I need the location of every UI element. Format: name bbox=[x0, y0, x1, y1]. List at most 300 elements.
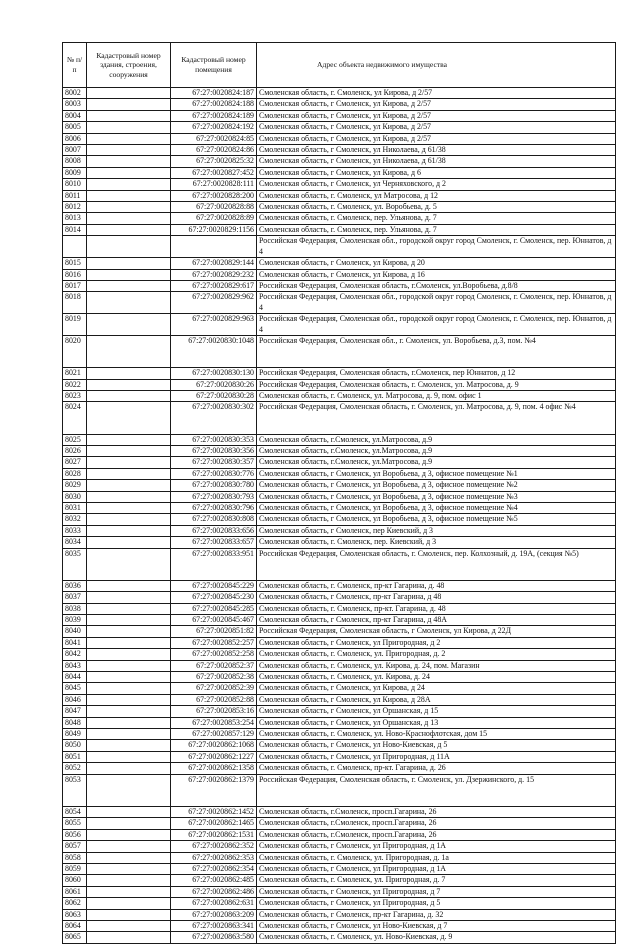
building-cadastral-cell bbox=[87, 717, 171, 728]
address-cell: Российская Федерация, Смоленская область, г.Смоленск, пер Юннатов, д 12 bbox=[257, 368, 616, 379]
table-row bbox=[63, 525, 616, 536]
building-cadastral-cell bbox=[87, 445, 171, 456]
address-cell: Смоленская область, г Смоленск, ул Оршанская, д 15 bbox=[257, 706, 616, 717]
table-row bbox=[63, 213, 616, 224]
building-cadastral-cell bbox=[87, 480, 171, 491]
row-number: 8057 bbox=[63, 841, 87, 852]
building-cadastral-cell bbox=[87, 314, 171, 336]
row-number: 8018 bbox=[63, 292, 87, 314]
premises-cadastral-cell: 67:27:0020852:88 bbox=[171, 694, 257, 705]
building-cadastral-cell bbox=[87, 637, 171, 648]
building-cadastral-cell bbox=[87, 763, 171, 774]
row-number: 8021 bbox=[63, 368, 87, 379]
building-cadastral-cell bbox=[87, 402, 171, 434]
building-cadastral-cell bbox=[87, 774, 171, 806]
row-number: 8039 bbox=[63, 615, 87, 626]
row-number: 8033 bbox=[63, 525, 87, 536]
table-row bbox=[63, 190, 616, 201]
building-cadastral-cell bbox=[87, 806, 171, 817]
address-cell: Смоленская область, г Смоленск, ул Воробьева, д 3, офисное помещение №2 bbox=[257, 480, 616, 491]
address-cell: Российская Федерация, Смоленская обл., городской округ город Смоленск, г. Смоленск, пер. Юннатов, д 4 bbox=[257, 292, 616, 314]
premises-cadastral-cell: 67:27:0020862:1531 bbox=[171, 829, 257, 840]
table-row bbox=[63, 514, 616, 525]
table-row bbox=[63, 390, 616, 401]
table-row bbox=[63, 763, 616, 774]
premises-cadastral-cell: 67:27:0020830:796 bbox=[171, 502, 257, 513]
building-cadastral-cell bbox=[87, 335, 171, 367]
table-row bbox=[63, 167, 616, 178]
table-row bbox=[63, 434, 616, 445]
address-cell: Смоленская область, г Смоленск, ул Кирова, д 20 bbox=[257, 258, 616, 269]
premises-cadastral-cell: 67:27:0020845:467 bbox=[171, 615, 257, 626]
table-row bbox=[63, 592, 616, 603]
building-cadastral-cell bbox=[87, 818, 171, 829]
address-cell: Смоленская область, г Смоленск, ул Воробьева, д 3, офисное помещение №5 bbox=[257, 514, 616, 525]
building-cadastral-cell bbox=[87, 258, 171, 269]
row-number: 8026 bbox=[63, 445, 87, 456]
row-number: 8049 bbox=[63, 729, 87, 740]
premises-cadastral-cell: 67:27:0020852:38 bbox=[171, 672, 257, 683]
address-cell: Смоленская область, г.Смоленск, просп.Гагарина, 26 bbox=[257, 818, 616, 829]
table-row bbox=[63, 829, 616, 840]
row-number: 8010 bbox=[63, 179, 87, 190]
table-row bbox=[63, 491, 616, 502]
building-cadastral-cell bbox=[87, 133, 171, 144]
row-number: 8006 bbox=[63, 133, 87, 144]
table-row bbox=[63, 806, 616, 817]
building-cadastral-cell bbox=[87, 434, 171, 445]
address-cell: Смоленская область, г Смоленск, ул Воробьева, д 3, офисное помещение №1 bbox=[257, 468, 616, 479]
building-cadastral-cell bbox=[87, 145, 171, 156]
premises-cadastral-cell: 67:27:0020829:1156 bbox=[171, 224, 257, 235]
table-row bbox=[63, 751, 616, 762]
premises-cadastral-cell: 67:27:0020830:808 bbox=[171, 514, 257, 525]
table-row bbox=[63, 637, 616, 648]
premises-cadastral-cell: 67:27:0020824:85 bbox=[171, 133, 257, 144]
building-cadastral-cell bbox=[87, 110, 171, 121]
address-cell: Смоленская область, г.Смоленск, ул.Матросова, д.9 bbox=[257, 445, 616, 456]
row-number: 8058 bbox=[63, 852, 87, 863]
row-number: 8051 bbox=[63, 751, 87, 762]
address-cell: Смоленская область, г. Смоленск, ул. Пригородная, д. 1а bbox=[257, 852, 616, 863]
table-row bbox=[63, 683, 616, 694]
premises-cadastral-cell: 67:27:0020862:1358 bbox=[171, 763, 257, 774]
building-cadastral-cell bbox=[87, 909, 171, 920]
premises-cadastral-cell: 67:27:0020852:257 bbox=[171, 637, 257, 648]
table-header-row bbox=[63, 43, 616, 88]
header-premises-cadastral: Кадастровый номер помещения bbox=[171, 43, 257, 88]
building-cadastral-cell bbox=[87, 390, 171, 401]
premises-cadastral-cell: 67:27:0020830:780 bbox=[171, 480, 257, 491]
row-number: 8017 bbox=[63, 280, 87, 291]
building-cadastral-cell bbox=[87, 626, 171, 637]
address-cell: Смоленская область, г Смоленск, ул Пригородная, д 5 bbox=[257, 898, 616, 909]
row-number: 8037 bbox=[63, 592, 87, 603]
table-row bbox=[63, 88, 616, 99]
address-cell: Смоленская область, г Смоленск, ул Кирова, д 2/57 bbox=[257, 133, 616, 144]
address-cell: Смоленская область, г. Смоленск, ул. Матросова, д. 9, пом. офис 1 bbox=[257, 390, 616, 401]
table-row bbox=[63, 179, 616, 190]
row-number: 8023 bbox=[63, 390, 87, 401]
address-cell: Смоленская область, г. Смоленск, ул. Кирова, д. 24 bbox=[257, 672, 616, 683]
row-number: 8025 bbox=[63, 434, 87, 445]
row-number: 8032 bbox=[63, 514, 87, 525]
address-cell: Смоленская область, г. Смоленск, пер. Киевский, д 3 bbox=[257, 537, 616, 548]
building-cadastral-cell bbox=[87, 88, 171, 99]
row-number: 8013 bbox=[63, 213, 87, 224]
premises-cadastral-cell: 67:27:0020862:1465 bbox=[171, 818, 257, 829]
premises-cadastral-cell: 67:27:0020824:189 bbox=[171, 110, 257, 121]
row-number: 8056 bbox=[63, 829, 87, 840]
table-row bbox=[63, 580, 616, 591]
building-cadastral-cell bbox=[87, 852, 171, 863]
premises-cadastral-cell: 67:27:0020829:963 bbox=[171, 314, 257, 336]
premises-cadastral-cell: 67:27:0020853:254 bbox=[171, 717, 257, 728]
row-number: 8020 bbox=[63, 335, 87, 367]
address-cell: Смоленская область, г Смоленск, ул Кирова, д 28А bbox=[257, 694, 616, 705]
row-number: 8012 bbox=[63, 202, 87, 213]
table-row bbox=[63, 740, 616, 751]
premises-cadastral-cell: 67:27:0020852:258 bbox=[171, 649, 257, 660]
premises-cadastral-cell bbox=[171, 236, 257, 258]
row-number bbox=[63, 236, 87, 258]
row-number: 8016 bbox=[63, 269, 87, 280]
table-row bbox=[63, 335, 616, 367]
building-cadastral-cell bbox=[87, 368, 171, 379]
address-cell: Смоленская область, г. Смоленск, пер. Ульянова, д. 7 bbox=[257, 224, 616, 235]
address-cell: Смоленская область, г. Смоленск, пр-кт. Гагарина, д. 48 bbox=[257, 603, 616, 614]
premises-cadastral-cell: 67:27:0020830:302 bbox=[171, 402, 257, 434]
building-cadastral-cell bbox=[87, 751, 171, 762]
row-number: 8024 bbox=[63, 402, 87, 434]
address-cell: Смоленская область, г Смоленск, ул Кирова, д 16 bbox=[257, 269, 616, 280]
address-cell: Смоленская область, г Смоленск, пр-кт Гагарина, д 48А bbox=[257, 615, 616, 626]
table-row bbox=[63, 502, 616, 513]
table-body bbox=[63, 88, 616, 944]
table-row bbox=[63, 717, 616, 728]
premises-cadastral-cell: 67:27:0020830:356 bbox=[171, 445, 257, 456]
row-number: 8061 bbox=[63, 886, 87, 897]
table-row bbox=[63, 145, 616, 156]
address-cell: Смоленская область, г Смоленск, ул Черняховского, д 2 bbox=[257, 179, 616, 190]
premises-cadastral-cell: 67:27:0020824:187 bbox=[171, 88, 257, 99]
table-row bbox=[63, 368, 616, 379]
table-row bbox=[63, 818, 616, 829]
building-cadastral-cell bbox=[87, 740, 171, 751]
table-row bbox=[63, 133, 616, 144]
table-row bbox=[63, 280, 616, 291]
table-row bbox=[63, 603, 616, 614]
premises-cadastral-cell: 67:27:0020830:130 bbox=[171, 368, 257, 379]
premises-cadastral-cell: 67:27:0020863:580 bbox=[171, 932, 257, 943]
table-row bbox=[63, 457, 616, 468]
row-number: 8046 bbox=[63, 694, 87, 705]
address-cell: Российская Федерация, Смоленская область, г. Смоленск, ул. Дзержинского, д. 15 bbox=[257, 774, 616, 806]
address-cell: Смоленская область, г Смоленск, ул Пригородная, д 1А bbox=[257, 841, 616, 852]
address-cell: Смоленская область, г Смоленск, пр-кт Гагарина, д. 32 bbox=[257, 909, 616, 920]
premises-cadastral-cell: 67:27:0020824:188 bbox=[171, 99, 257, 110]
address-cell: Смоленская область, г Смоленск, ул Ново-Киевская, д 5 bbox=[257, 740, 616, 751]
address-cell: Смоленская область, г.Смоленск, ул.Матросова, д.9 bbox=[257, 457, 616, 468]
table-row bbox=[63, 480, 616, 491]
row-number: 8034 bbox=[63, 537, 87, 548]
table-row bbox=[63, 875, 616, 886]
premises-cadastral-cell: 67:27:0020862:354 bbox=[171, 863, 257, 874]
row-number: 8055 bbox=[63, 818, 87, 829]
address-cell: Смоленская область, г Смоленск, ул Воробьева, д 3, офисное помещение №4 bbox=[257, 502, 616, 513]
premises-cadastral-cell: 67:27:0020830:1048 bbox=[171, 335, 257, 367]
building-cadastral-cell bbox=[87, 167, 171, 178]
premises-cadastral-cell: 67:27:0020845:229 bbox=[171, 580, 257, 591]
table-row bbox=[63, 379, 616, 390]
building-cadastral-cell bbox=[87, 863, 171, 874]
table-row bbox=[63, 269, 616, 280]
building-cadastral-cell bbox=[87, 841, 171, 852]
building-cadastral-cell bbox=[87, 525, 171, 536]
table-row bbox=[63, 729, 616, 740]
address-cell: Смоленская область, г.Смоленск, ул.Матросова, д.9 bbox=[257, 434, 616, 445]
premises-cadastral-cell: 67:27:0020862:485 bbox=[171, 875, 257, 886]
premises-cadastral-cell: 67:27:0020828:111 bbox=[171, 179, 257, 190]
building-cadastral-cell bbox=[87, 213, 171, 224]
address-cell: Российская Федерация, Смоленская обл., г. Смоленск, ул. Воробьева, д.3, пом. №4 bbox=[257, 335, 616, 367]
premises-cadastral-cell: 67:27:0020830:357 bbox=[171, 457, 257, 468]
premises-cadastral-cell: 67:27:0020833:951 bbox=[171, 548, 257, 580]
row-number: 8059 bbox=[63, 863, 87, 874]
building-cadastral-cell bbox=[87, 548, 171, 580]
building-cadastral-cell bbox=[87, 829, 171, 840]
row-number: 8015 bbox=[63, 258, 87, 269]
table-row bbox=[63, 548, 616, 580]
address-cell: Смоленская область, г Смоленск, ул Пригородная, д 2 bbox=[257, 637, 616, 648]
row-number: 8030 bbox=[63, 491, 87, 502]
building-cadastral-cell bbox=[87, 932, 171, 943]
building-cadastral-cell bbox=[87, 615, 171, 626]
row-number: 8027 bbox=[63, 457, 87, 468]
table-row bbox=[63, 156, 616, 167]
building-cadastral-cell bbox=[87, 190, 171, 201]
table-row bbox=[63, 292, 616, 314]
premises-cadastral-cell: 67:27:0020862:486 bbox=[171, 886, 257, 897]
address-cell: Смоленская область, г Смоленск, ул Пригородная, д 1А bbox=[257, 863, 616, 874]
building-cadastral-cell bbox=[87, 292, 171, 314]
premises-cadastral-cell: 67:27:0020830:28 bbox=[171, 390, 257, 401]
premises-cadastral-cell: 67:27:0020828:200 bbox=[171, 190, 257, 201]
premises-cadastral-cell: 67:27:0020853:16 bbox=[171, 706, 257, 717]
table-row bbox=[63, 224, 616, 235]
building-cadastral-cell bbox=[87, 280, 171, 291]
address-cell: Смоленская область, г. Смоленск, ул. Кирова, д. 24, пом. Магазин bbox=[257, 660, 616, 671]
building-cadastral-cell bbox=[87, 537, 171, 548]
row-number: 8019 bbox=[63, 314, 87, 336]
building-cadastral-cell bbox=[87, 491, 171, 502]
premises-cadastral-cell: 67:27:0020828:88 bbox=[171, 202, 257, 213]
table-row bbox=[63, 909, 616, 920]
premises-cadastral-cell: 67:27:0020829:232 bbox=[171, 269, 257, 280]
building-cadastral-cell bbox=[87, 156, 171, 167]
building-cadastral-cell bbox=[87, 502, 171, 513]
premises-cadastral-cell: 67:27:0020857:129 bbox=[171, 729, 257, 740]
address-cell: Смоленская область, г Смоленск, пер Киевский, д 3 bbox=[257, 525, 616, 536]
premises-cadastral-cell: 67:27:0020829:617 bbox=[171, 280, 257, 291]
premises-cadastral-cell: 67:27:0020827:452 bbox=[171, 167, 257, 178]
table-row bbox=[63, 863, 616, 874]
premises-cadastral-cell: 67:27:0020833:657 bbox=[171, 537, 257, 548]
building-cadastral-cell bbox=[87, 603, 171, 614]
table-row bbox=[63, 468, 616, 479]
table-row bbox=[63, 445, 616, 456]
table-row bbox=[63, 672, 616, 683]
building-cadastral-cell bbox=[87, 457, 171, 468]
table-row bbox=[63, 99, 616, 110]
building-cadastral-cell bbox=[87, 236, 171, 258]
building-cadastral-cell bbox=[87, 269, 171, 280]
row-number: 8043 bbox=[63, 660, 87, 671]
address-cell: Смоленская область, г.Смоленск, просп.Гагарина, 26 bbox=[257, 829, 616, 840]
table-row bbox=[63, 615, 616, 626]
table-row bbox=[63, 932, 616, 943]
table-row bbox=[63, 841, 616, 852]
address-cell: Смоленская область, г Смоленск, ул Воробьева, д 3, офисное помещение №3 bbox=[257, 491, 616, 502]
table-row bbox=[63, 236, 616, 258]
building-cadastral-cell bbox=[87, 468, 171, 479]
premises-cadastral-cell: 67:27:0020833:656 bbox=[171, 525, 257, 536]
table-row bbox=[63, 886, 616, 897]
address-cell: Смоленская область, г Смоленск, ул Кирова, д 24 bbox=[257, 683, 616, 694]
row-number: 8045 bbox=[63, 683, 87, 694]
building-cadastral-cell bbox=[87, 920, 171, 931]
row-number: 8022 bbox=[63, 379, 87, 390]
row-number: 8050 bbox=[63, 740, 87, 751]
address-cell: Смоленская область, г Смоленск, ул Ново-Киевская, д 7 bbox=[257, 920, 616, 931]
building-cadastral-cell bbox=[87, 649, 171, 660]
premises-cadastral-cell: 67:27:0020825:32 bbox=[171, 156, 257, 167]
building-cadastral-cell bbox=[87, 379, 171, 390]
row-number: 8060 bbox=[63, 875, 87, 886]
premises-cadastral-cell: 67:27:0020829:144 bbox=[171, 258, 257, 269]
address-cell: Смоленская область, г. Смоленск, пр-кт. Гагарина, д. 26 bbox=[257, 763, 616, 774]
document-page bbox=[62, 42, 615, 944]
header-number: № п/п bbox=[63, 43, 87, 88]
address-cell: Смоленская область, г Смоленск, ул Кирова, д 2/57 bbox=[257, 99, 616, 110]
address-cell: Смоленская область, г. Смоленск, пер. Ульянова, д. 7 bbox=[257, 213, 616, 224]
address-cell: Смоленская область, г Смоленск, ул Пригородная, д 7 bbox=[257, 886, 616, 897]
address-cell: Смоленская область, г. Смоленск, ул. Воробьева, д. 5 bbox=[257, 202, 616, 213]
table-row bbox=[63, 649, 616, 660]
row-number: 8064 bbox=[63, 920, 87, 931]
address-cell: Смоленская область, г Смоленск, ул Кирова, д 2/57 bbox=[257, 110, 616, 121]
table-row bbox=[63, 258, 616, 269]
header-address: Адрес объекта недвижимого имущества bbox=[257, 43, 616, 88]
building-cadastral-cell bbox=[87, 202, 171, 213]
premises-cadastral-cell: 67:27:0020862:1452 bbox=[171, 806, 257, 817]
building-cadastral-cell bbox=[87, 898, 171, 909]
row-number: 8005 bbox=[63, 122, 87, 133]
address-cell: Смоленская область, г. Смоленск, ул. Ново-Киевская, д. 9 bbox=[257, 932, 616, 943]
building-cadastral-cell bbox=[87, 694, 171, 705]
address-cell: Смоленская область, г Смоленск, ул Николаева, д 61/38 bbox=[257, 145, 616, 156]
address-cell: Российская Федерация, Смоленская область, г. Смоленск, ул. Матросова, д. 9 bbox=[257, 379, 616, 390]
row-number: 8004 bbox=[63, 110, 87, 121]
address-cell: Российская Федерация, Смоленская область, г.Смоленск, ул.Воробьева, д.8/8 bbox=[257, 280, 616, 291]
property-register-table bbox=[62, 42, 616, 944]
table-row bbox=[63, 852, 616, 863]
row-number: 8047 bbox=[63, 706, 87, 717]
premises-cadastral-cell: 67:27:0020845:285 bbox=[171, 603, 257, 614]
row-number: 8040 bbox=[63, 626, 87, 637]
table-row bbox=[63, 660, 616, 671]
table-row bbox=[63, 626, 616, 637]
row-number: 8029 bbox=[63, 480, 87, 491]
table-row bbox=[63, 706, 616, 717]
row-number: 8002 bbox=[63, 88, 87, 99]
building-cadastral-cell bbox=[87, 729, 171, 740]
building-cadastral-cell bbox=[87, 580, 171, 591]
premises-cadastral-cell: 67:27:0020862:352 bbox=[171, 841, 257, 852]
address-cell: Российская Федерация, Смоленская обл., городской округ город Смоленск, г. Смоленск, пер. Юннатов, д 4 bbox=[257, 314, 616, 336]
premises-cadastral-cell: 67:27:0020828:89 bbox=[171, 213, 257, 224]
row-number: 8008 bbox=[63, 156, 87, 167]
row-number: 8048 bbox=[63, 717, 87, 728]
address-cell: Смоленская область, г. Смоленск, ул Кирова, д 2/57 bbox=[257, 88, 616, 99]
building-cadastral-cell bbox=[87, 99, 171, 110]
row-number: 8014 bbox=[63, 224, 87, 235]
building-cadastral-cell bbox=[87, 706, 171, 717]
building-cadastral-cell bbox=[87, 592, 171, 603]
building-cadastral-cell bbox=[87, 514, 171, 525]
premises-cadastral-cell: 67:27:0020830:776 bbox=[171, 468, 257, 479]
building-cadastral-cell bbox=[87, 886, 171, 897]
row-number: 8003 bbox=[63, 99, 87, 110]
table-row bbox=[63, 537, 616, 548]
building-cadastral-cell bbox=[87, 179, 171, 190]
row-number: 8044 bbox=[63, 672, 87, 683]
table-row bbox=[63, 202, 616, 213]
premises-cadastral-cell: 67:27:0020862:1068 bbox=[171, 740, 257, 751]
address-cell: Смоленская область, г. Смоленск, пр-кт Гагарина, д. 48 bbox=[257, 580, 616, 591]
table-row bbox=[63, 774, 616, 806]
address-cell: Смоленская область, г Смоленск, ул Кирова, д 2/57 bbox=[257, 122, 616, 133]
address-cell: Смоленская область, г Смоленск, пр-кт Гагарина, д 48 bbox=[257, 592, 616, 603]
row-number: 8052 bbox=[63, 763, 87, 774]
address-cell: Российская Федерация, Смоленская обл., городской округ город Смоленск, г. Смоленск, пер. Юннатов, д 4 bbox=[257, 236, 616, 258]
table-row bbox=[63, 122, 616, 133]
address-cell: Смоленская область, г. Смоленск, ул. Пригородная, д. 7 bbox=[257, 875, 616, 886]
premises-cadastral-cell: 67:27:0020862:353 bbox=[171, 852, 257, 863]
address-cell: Смоленская область, г. Смоленск, ул. Ново-Краснофлотская, дом 15 bbox=[257, 729, 616, 740]
address-cell: Смоленская область, г. Смоленск, ул Матросова, д 12 bbox=[257, 190, 616, 201]
row-number: 8028 bbox=[63, 468, 87, 479]
premises-cadastral-cell: 67:27:0020851:82 bbox=[171, 626, 257, 637]
building-cadastral-cell bbox=[87, 660, 171, 671]
premises-cadastral-cell: 67:27:0020830:793 bbox=[171, 491, 257, 502]
premises-cadastral-cell: 67:27:0020862:1379 bbox=[171, 774, 257, 806]
premises-cadastral-cell: 67:27:0020862:1227 bbox=[171, 751, 257, 762]
row-number: 8053 bbox=[63, 774, 87, 806]
row-number: 8035 bbox=[63, 548, 87, 580]
row-number: 8065 bbox=[63, 932, 87, 943]
table-row bbox=[63, 110, 616, 121]
premises-cadastral-cell: 67:27:0020830:353 bbox=[171, 434, 257, 445]
header-building-cadastral: Кадастровый номер здания, строения, сооружения bbox=[87, 43, 171, 88]
table-row bbox=[63, 402, 616, 434]
premises-cadastral-cell: 67:27:0020852:37 bbox=[171, 660, 257, 671]
address-cell: Смоленская область, г. Смоленск, ул. Пригородная, д. 2 bbox=[257, 649, 616, 660]
premises-cadastral-cell: 67:27:0020845:230 bbox=[171, 592, 257, 603]
address-cell: Российская Федерация, Смоленская область, г Смоленск, ул Кирова, д 22Д bbox=[257, 626, 616, 637]
premises-cadastral-cell: 67:27:0020862:631 bbox=[171, 898, 257, 909]
building-cadastral-cell bbox=[87, 224, 171, 235]
